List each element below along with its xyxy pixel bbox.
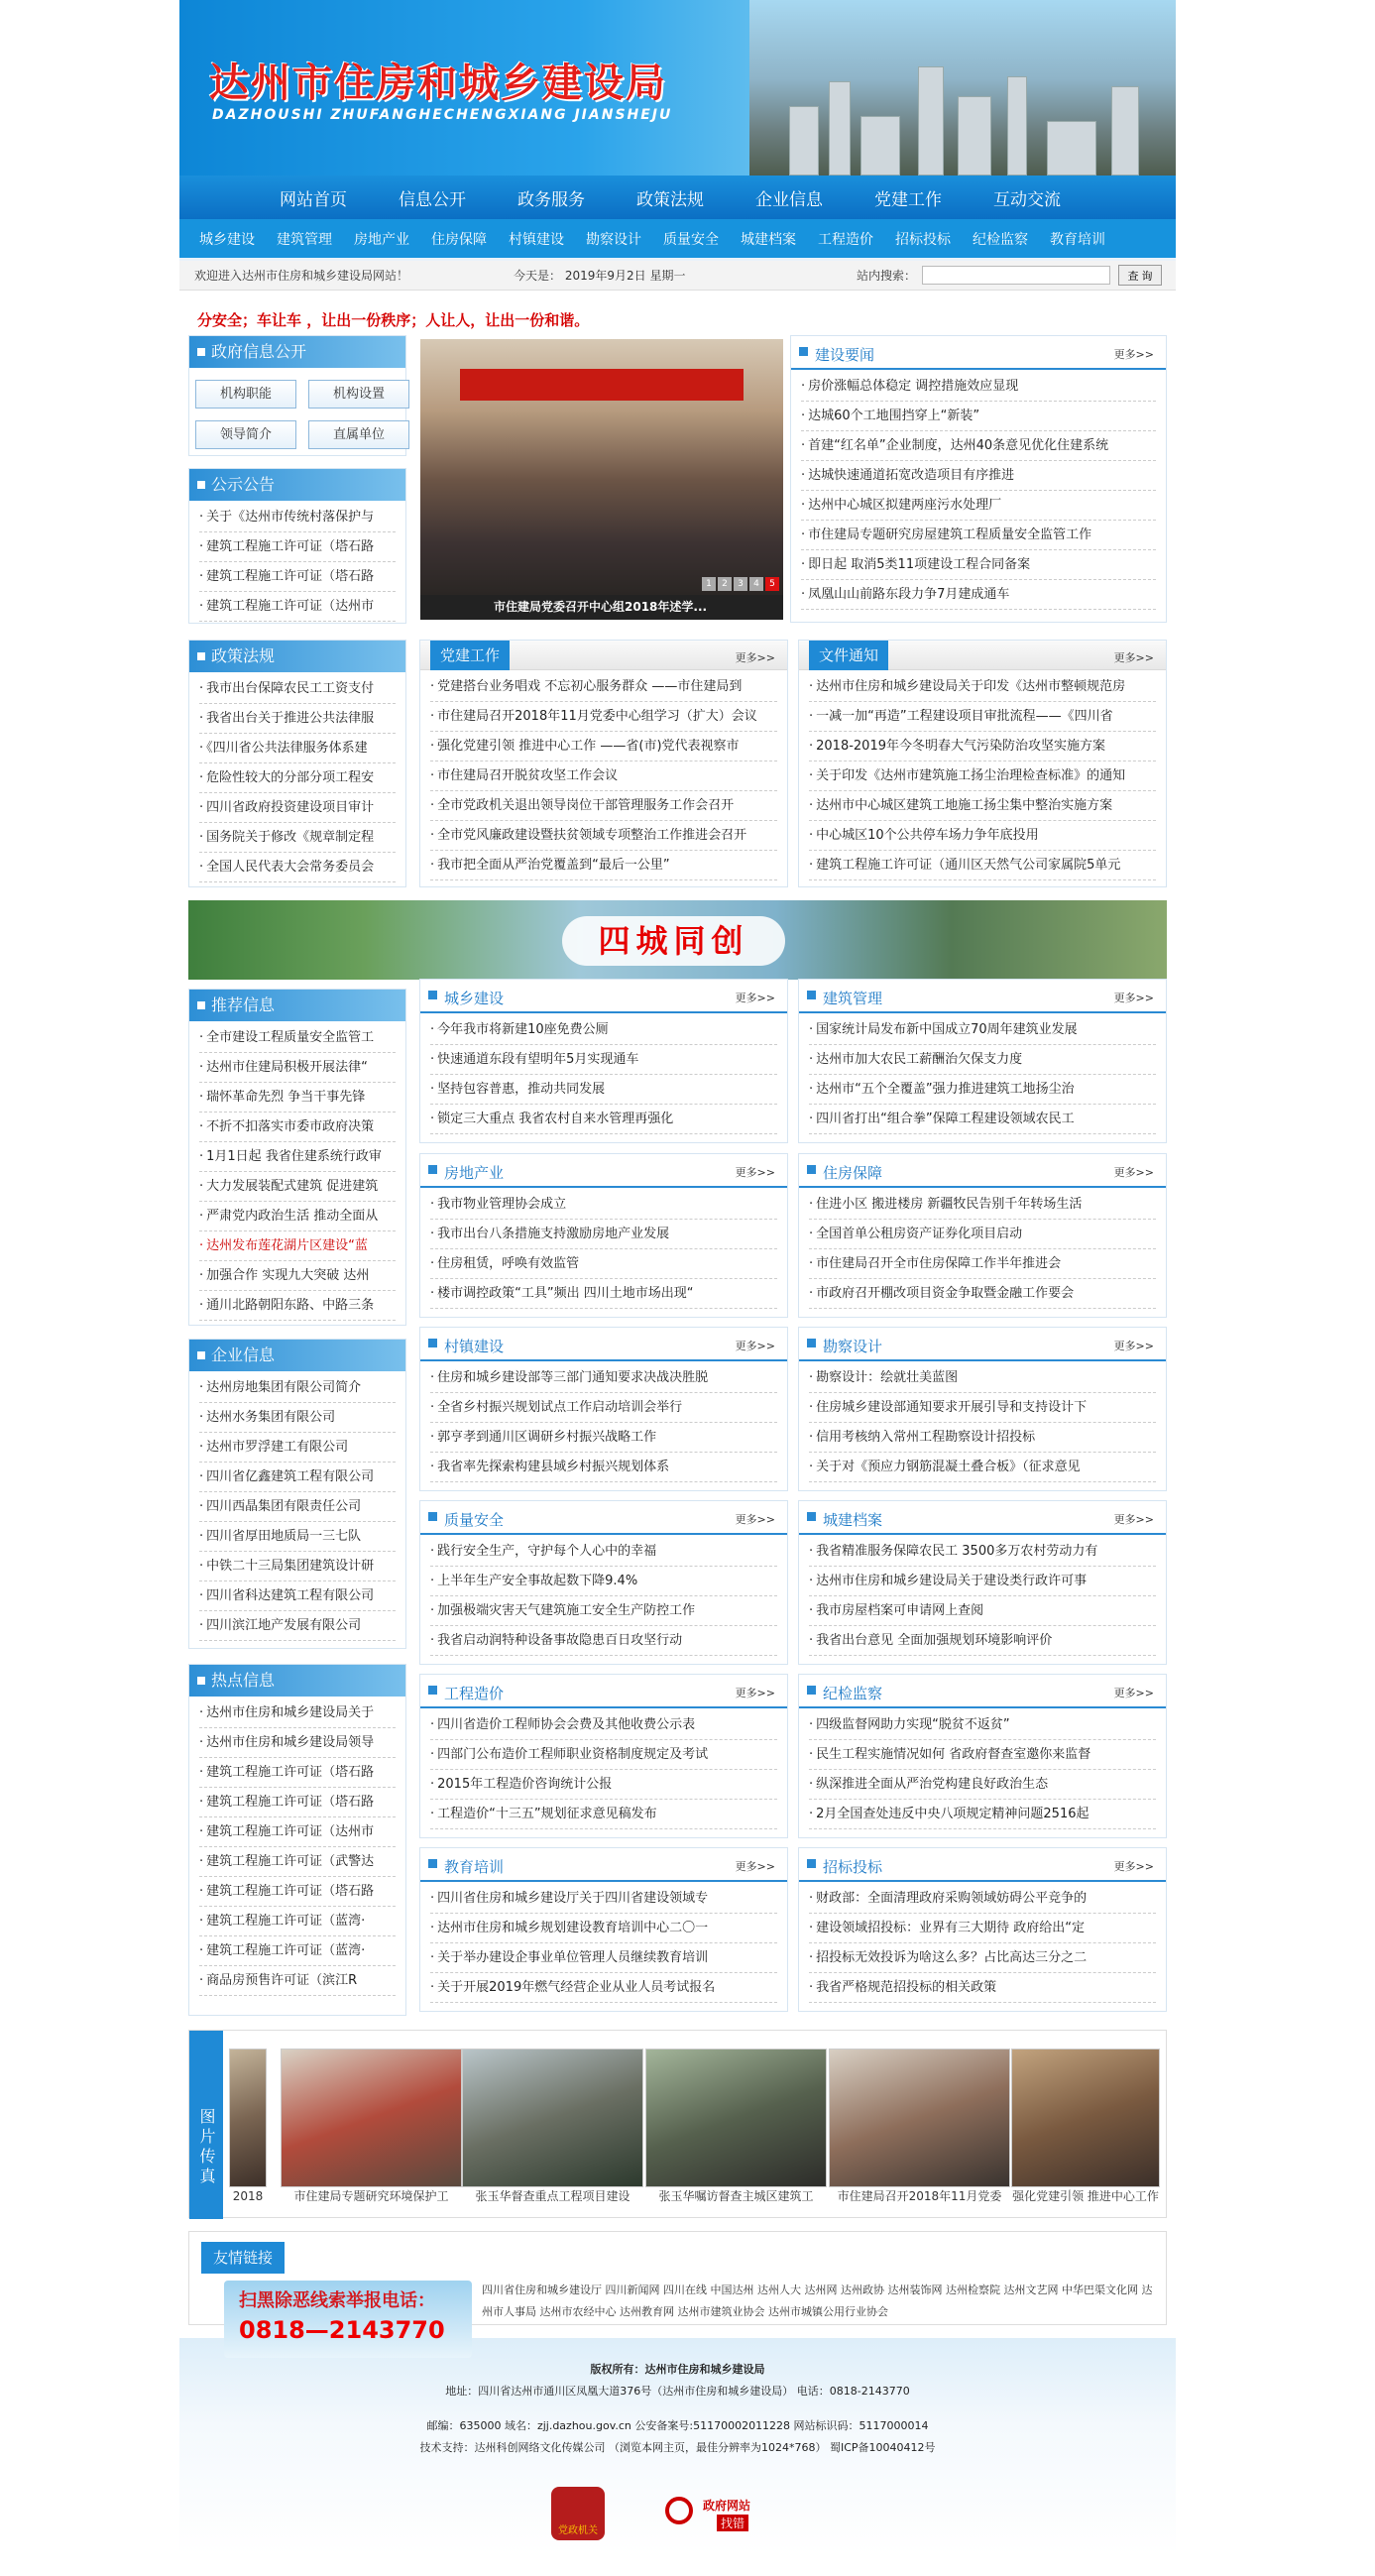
- list-item[interactable]: · 达州市“五个全覆盖”强力推进建筑工地扬尘治: [809, 1075, 1156, 1105]
- list-item[interactable]: · 锁定三大重点 我省农村自来水管理再强化: [430, 1105, 777, 1134]
- section-title: 招标投标: [807, 1856, 882, 1877]
- list-item[interactable]: · 住进小区 搬进楼房 新疆牧民告别千年转场生活: [809, 1190, 1156, 1220]
- section-panel: [798, 979, 1167, 1143]
- list-item[interactable]: · 国家统计局发布新中国成立70周年建筑业发展: [809, 1015, 1156, 1045]
- slideshow-photo: [420, 339, 783, 595]
- list-item[interactable]: · 严肃党内政治生活 推动全面从: [199, 1202, 396, 1231]
- list-item[interactable]: · 我市物业管理协会成立: [430, 1190, 777, 1220]
- nav-item[interactable]: 网站首页: [280, 189, 347, 210]
- list-item[interactable]: · 通川北路朝阳东路、中路三条: [199, 1291, 396, 1321]
- list-item[interactable]: · 建筑工程施工许可证（塔石路: [199, 1788, 396, 1817]
- nav-item[interactable]: 互动交流: [993, 189, 1061, 210]
- list-item[interactable]: · 建筑工程施工许可证（武警达: [199, 1847, 396, 1877]
- subnav-item[interactable]: 建筑管理: [277, 231, 332, 248]
- picture-thumbnail: [829, 2049, 1010, 2187]
- picture-caption: 市住建局专题研究环境保护工: [293, 2189, 449, 2203]
- section-list: [799, 1188, 1166, 1311]
- list-item[interactable]: · 全市建设工程质量安全监管工: [199, 1023, 396, 1053]
- list-item[interactable]: · 我市房屋档案可申请网上查阅: [809, 1596, 1156, 1626]
- list-item[interactable]: · 商品房预售许可证（滨江R: [199, 1966, 396, 1996]
- list-item[interactable]: · 建筑工程施工许可证（达州市: [199, 1817, 396, 1847]
- hotline-label: 扫黑除恶线索举报电话：: [239, 2290, 435, 2311]
- nav-item[interactable]: 信息公开: [399, 189, 466, 210]
- list-item[interactable]: · 四川滨江地产发展有限公司: [199, 1611, 396, 1641]
- list-item[interactable]: · 2018-2019年今冬明春大气污染防治攻坚实施方案: [809, 732, 1156, 761]
- picture-item[interactable]: [829, 2049, 1010, 2202]
- party-header: [420, 641, 787, 670]
- list-item[interactable]: · 达州市住建局积极开展法律“: [199, 1053, 396, 1083]
- sub-nav: [179, 219, 1176, 261]
- list-item[interactable]: · 四川省打出“组合拳”保障工程建设领域农民工: [809, 1105, 1156, 1134]
- list-item[interactable]: · 住房和城乡建设部等三部门通知要求决战决胜脱: [430, 1363, 777, 1393]
- subnav-item[interactable]: 勘察设计: [586, 231, 641, 248]
- list-item[interactable]: · 全省乡村振兴规划试点工作启动培训会举行: [430, 1393, 777, 1423]
- policy-box: [188, 640, 406, 887]
- list-item[interactable]: · 建筑工程施工许可证（蓝湾·: [199, 1907, 396, 1936]
- list-item[interactable]: · 国务院关于修改《规章制定程: [199, 823, 396, 853]
- section-list: [420, 1708, 787, 1831]
- list-item[interactable]: · 我省率先探索构建县域乡村振兴规划体系: [430, 1453, 777, 1482]
- party-title: 党建工作: [430, 641, 510, 670]
- list-item[interactable]: · 建筑工程施工许可证（塔石路: [199, 1877, 396, 1907]
- section-title: 住房保障: [807, 1162, 882, 1183]
- list-item[interactable]: · 我市出台保障农民工工资支付: [199, 674, 396, 704]
- footer-address: 地址：四川省达州市通川区凤凰大道376号（达州市住房和城乡建设局） 电话：0818-2143770: [445, 2385, 910, 2398]
- welcome-text: 欢迎进入达州市住房和城乡建设局网站！: [194, 269, 409, 283]
- section-list: [420, 1188, 787, 1311]
- section-more-link[interactable]: 更多>>: [1113, 1513, 1154, 1526]
- party-box: [419, 640, 788, 887]
- list-item[interactable]: · 招投标无效投诉为啥这么多？占比高达三分之二: [809, 1943, 1156, 1973]
- nav-item[interactable]: 企业信息: [755, 189, 823, 210]
- section-title: 纪检监察: [807, 1683, 882, 1703]
- list-item[interactable]: · 信用考核纳入常州工程勘察设计招投标: [809, 1423, 1156, 1453]
- list-item[interactable]: · 达州市住房和城乡建设局领导: [199, 1728, 396, 1758]
- section-panel: [419, 1327, 788, 1491]
- gov-open-button[interactable]: 领导简介: [195, 420, 296, 449]
- list-item[interactable]: · 建筑工程施工许可证（塔石路: [199, 562, 396, 592]
- list-item[interactable]: · 关于印发《达州市建筑施工扬尘治理检查标准》的通知: [809, 761, 1156, 791]
- recommend-title: 推荐信息: [189, 990, 405, 1021]
- section-more-link[interactable]: 更多>>: [735, 1513, 775, 1526]
- list-item[interactable]: · 我省出台意见 全面加强规划环境影响评价: [809, 1626, 1156, 1656]
- section-panel: [419, 1153, 788, 1318]
- section-title: 勘察设计: [807, 1336, 882, 1356]
- list-item[interactable]: · 关于开展2019年燃气经营企业从业人员考试报名: [430, 1973, 777, 2003]
- list-item[interactable]: · 全国首单公租房资产证券化项目启动: [809, 1220, 1156, 1249]
- list-item[interactable]: · 达州市中心城区建筑工地施工扬尘集中整治实施方案: [809, 791, 1156, 821]
- section-list: [420, 1361, 787, 1484]
- subnav-item[interactable]: 工程造价: [818, 231, 873, 248]
- marquee-text: 分安全；车让车 ，让出一份秩序；人让人，让出一份和谐。: [197, 311, 590, 329]
- list-item[interactable]: · 我省严格规范招投标的相关政策: [809, 1973, 1156, 2003]
- list-item[interactable]: · 我市把全面从严治党覆盖到“最后一公里”: [430, 851, 777, 880]
- section-title: 村镇建设: [428, 1336, 504, 1356]
- section-title: 质量安全: [428, 1509, 504, 1530]
- nav-item[interactable]: 政务服务: [517, 189, 585, 210]
- slide-page-button[interactable]: 5: [765, 577, 779, 591]
- picture-caption: 张玉华嘱访督查主城区建筑工: [658, 2189, 814, 2203]
- list-item[interactable]: · 达州房地集团有限公司简介: [199, 1373, 396, 1403]
- list-item[interactable]: · 关于《达州市传统村落保护与: [199, 503, 396, 532]
- list-item[interactable]: · 党建搭台业务唱戏 不忘初心服务群众 ——市住建局到: [430, 672, 777, 702]
- list-item[interactable]: · 大力发展装配式建筑 促进建筑: [199, 1172, 396, 1202]
- list-item[interactable]: · 我省出台关于推进公共法律服: [199, 704, 396, 734]
- slide-page-button[interactable]: 2: [718, 577, 732, 591]
- list-item[interactable]: · 中心城区10个公共停车场力争年底投用: [809, 821, 1156, 851]
- company-box: [188, 1339, 406, 1649]
- section-panel: [798, 1153, 1167, 1318]
- date-text: 今天是： 2019年9月2日 星期一: [514, 269, 686, 283]
- picture-fax: [188, 2030, 1167, 2218]
- list-item[interactable]: · 住房城乡建设部通知要求开展引导和支持设计下: [809, 1393, 1156, 1423]
- list-item[interactable]: · 达城快速通道拓宽改造项目有序推进: [801, 461, 1156, 491]
- list-item[interactable]: · 工程造价“十三五”规划征求意见稿发布: [430, 1800, 777, 1829]
- slideshow-caption: 市住建局党委召开中心组2018年述学...: [420, 595, 783, 620]
- gov-site-error-icon[interactable]: 政府网站 找错: [665, 2495, 774, 2534]
- list-item[interactable]: · 四川省造价工程师协会会费及其他收费公示表: [430, 1710, 777, 1740]
- section-title: 房地产业: [428, 1162, 504, 1183]
- section-list: [799, 1708, 1166, 1831]
- docs-box: [798, 640, 1167, 887]
- section-header: [799, 1675, 1166, 1708]
- news-title: 建设要闻: [799, 344, 874, 365]
- section-list: [799, 1361, 1166, 1484]
- section-header: [420, 1154, 787, 1188]
- list-item[interactable]: · 加强合作 实现九大突破 达州: [199, 1261, 396, 1291]
- party-more-link[interactable]: 更多>>: [735, 651, 775, 664]
- section-header: [799, 980, 1166, 1013]
- list-item[interactable]: · 快速通道东段有望明年5月实现通车: [430, 1045, 777, 1075]
- search-input[interactable]: [922, 266, 1110, 285]
- subnav-item[interactable]: 村镇建设: [509, 231, 564, 248]
- section-title: 教育培训: [428, 1856, 504, 1877]
- footer: [179, 2338, 1176, 2555]
- list-item[interactable]: · 建设领域招投标：业界有三大期待 政府给出“定: [809, 1914, 1156, 1943]
- gov-open-title: 政府信息公开: [189, 336, 405, 368]
- slide-page-button[interactable]: 1: [702, 577, 716, 591]
- policy-list: [189, 672, 405, 884]
- list-item[interactable]: · 全国人民代表大会常务委员会: [199, 853, 396, 882]
- section-title: 城建档案: [807, 1509, 882, 1530]
- list-item[interactable]: · 达州市加大农民工薪酬治欠保支力度: [809, 1045, 1156, 1075]
- list-item[interactable]: · 不折不扣落实市委市政府决策: [199, 1112, 396, 1142]
- subnav-item[interactable]: 城乡建设: [199, 231, 255, 248]
- docs-more-link[interactable]: 更多>>: [1113, 651, 1154, 664]
- section-title: 建筑管理: [807, 988, 882, 1008]
- list-item[interactable]: · 《四川省公共法律服务体系建: [199, 734, 396, 763]
- list-item[interactable]: · 四川西晶集团有限责任公司: [199, 1492, 396, 1522]
- picture-item[interactable]: [645, 2049, 827, 2202]
- list-item[interactable]: · 中铁二十三局集团建筑设计研: [199, 1552, 396, 1581]
- list-item[interactable]: · 瑞怀革命先烈 争当干事先锋: [199, 1083, 396, 1112]
- list-item[interactable]: · 达州市住房和城乡建设局关于建设类行政许可事: [809, 1567, 1156, 1596]
- section-panel: [419, 1674, 788, 1838]
- list-item[interactable]: · 四川省住房和城乡建设厅关于四川省建设领域专: [430, 1884, 777, 1914]
- picture-thumbnail: [1011, 2049, 1160, 2187]
- gov-open-buttons: [189, 368, 405, 449]
- section-title: 城乡建设: [428, 988, 504, 1008]
- subnav-item[interactable]: 住房保障: [431, 231, 487, 248]
- info-bar: [179, 261, 1176, 291]
- list-item[interactable]: · 践行安全生产，守护每个人心中的幸福: [430, 1537, 777, 1567]
- subnav-item[interactable]: 纪检监察: [973, 231, 1028, 248]
- subnav-item[interactable]: 房地产业: [354, 231, 409, 248]
- news-box: [790, 335, 1167, 623]
- photo-slideshow[interactable]: [420, 339, 783, 620]
- nav-item[interactable]: 党建工作: [874, 189, 942, 210]
- list-item[interactable]: · 2015年工程造价咨询统计公报: [430, 1770, 777, 1800]
- list-item[interactable]: · 四川省亿鑫建筑工程有限公司: [199, 1463, 396, 1492]
- section-more-link[interactable]: 更多>>: [1113, 1166, 1154, 1179]
- picture-caption: 2018: [232, 2189, 264, 2203]
- list-item[interactable]: · 我省启动润特种设备事故隐患百日攻坚行动: [430, 1626, 777, 1656]
- sicheng-title: 四城同创: [562, 916, 785, 966]
- section-more-link[interactable]: 更多>>: [735, 1687, 775, 1699]
- news-header: [791, 336, 1166, 370]
- list-item[interactable]: · 建筑工程施工许可证（塔石路: [199, 532, 396, 562]
- list-item[interactable]: · 全市党政机关退出领导岗位干部管理服务工作会召开: [430, 791, 777, 821]
- docs-header: [799, 641, 1166, 670]
- docs-title: 文件通知: [809, 641, 888, 670]
- subnav-item[interactable]: 城建档案: [741, 231, 796, 248]
- footer-copyright: 版权所有：达州市住房和城乡建设局: [590, 2363, 765, 2376]
- list-item[interactable]: · 四川省政府投资建设项目审计: [199, 793, 396, 823]
- list-item[interactable]: · 我市出台八条措施支持激励房地产业发展: [430, 1220, 777, 1249]
- section-list: [799, 1882, 1166, 2005]
- slide-page-button[interactable]: 4: [749, 577, 763, 591]
- list-item[interactable]: · 强化党建引领 推进中心工作 ——省(市)党代表视察市: [430, 732, 777, 761]
- section-list: [420, 1013, 787, 1136]
- picture-caption: 张玉华督查重点工程项目建设: [475, 2189, 630, 2203]
- list-item[interactable]: · 建筑工程施工许可证（蓝湾·: [199, 1936, 396, 1966]
- list-item[interactable]: · 达城60个工地围挡穿上“新装”: [801, 402, 1156, 431]
- page: [179, 0, 1176, 2536]
- hotline-float[interactable]: [224, 2281, 472, 2358]
- friend-links-list[interactable]: 四川省住房和城乡建设厅 四川新闻网 四川在线 中国达州 达州人大 达州网 达州政协 达州装饰网 达州检察院 达州文艺网 中华巴渠文化网 达州市人事局 达州市农经中心 达州教育网 达州市建筑业协会 达州市城镇公用行业协会: [482, 2283, 1153, 2318]
- section-panel: [798, 1847, 1167, 2012]
- list-item[interactable]: · 1月1日起 我省住建系统行政审: [199, 1142, 396, 1172]
- picture-item[interactable]: [462, 2049, 643, 2202]
- list-item[interactable]: · 我省精准服务保障农民工 3500多万农村劳动力有: [809, 1537, 1156, 1567]
- list-item[interactable]: · 四川省厚田地质局一三七队: [199, 1522, 396, 1552]
- section-panel: [419, 1500, 788, 1665]
- list-item[interactable]: · 民生工程实施情况如何 省政府督查室邀你来监督: [809, 1740, 1156, 1770]
- sicheng-banner[interactable]: [188, 900, 1167, 980]
- gov-open-button[interactable]: 机构职能: [195, 380, 296, 409]
- list-item[interactable]: · 坚持包容普惠，推动共同发展: [430, 1075, 777, 1105]
- picture-caption: 强化党建引领 推进中心工作: [1012, 2189, 1159, 2203]
- list-item[interactable]: · 达州市住房和城乡规划建设教育培训中心二〇一: [430, 1914, 777, 1943]
- section-header: [799, 1848, 1166, 1882]
- list-item[interactable]: · 楼市调控政策“工具”频出 四川土地市场出现“: [430, 1279, 777, 1309]
- picture-item[interactable]: [229, 2049, 267, 2202]
- subnav-item[interactable]: 招标投标: [895, 231, 951, 248]
- party-gov-badge-icon[interactable]: 党政机关: [551, 2487, 605, 2540]
- list-item[interactable]: · 达州市住房和城乡建设局关于: [199, 1698, 396, 1728]
- nav-item[interactable]: 政策法规: [636, 189, 704, 210]
- section-header: [420, 1328, 787, 1361]
- company-title: 企业信息: [189, 1340, 405, 1371]
- section-panel: [798, 1674, 1167, 1838]
- list-item[interactable]: · 纵深推进全面从严治党构建良好政治生态: [809, 1770, 1156, 1800]
- list-item[interactable]: · 市住建局专题研究房屋建筑工程质量安全监管工作: [801, 521, 1156, 550]
- list-item[interactable]: · 即日起 取消5类11项建设工程合同备案: [801, 550, 1156, 580]
- list-item[interactable]: · 建筑工程施工许可证（通川区天然气公司家属院5单元: [809, 851, 1156, 880]
- section-more-link[interactable]: 更多>>: [1113, 1860, 1154, 1873]
- docs-list: [799, 670, 1166, 882]
- list-item[interactable]: · 2月全国查处违反中央八项规定精神问题2516起: [809, 1800, 1156, 1829]
- notice-title: 公示公告: [189, 469, 405, 501]
- section-list: [799, 1535, 1166, 1658]
- hotspot-list: [189, 1697, 405, 1998]
- list-item[interactable]: · 达州市住房和城乡建设局关于印发《达州市整顿规范房: [809, 672, 1156, 702]
- list-item[interactable]: · 四级监督网助力实现“脱贫不返贫”: [809, 1710, 1156, 1740]
- party-list: [420, 670, 787, 882]
- section-list: [799, 1013, 1166, 1136]
- policy-title: 政策法规: [189, 641, 405, 672]
- list-item[interactable]: · 房价涨幅总体稳定 调控措施效应显现: [801, 372, 1156, 402]
- section-header: [799, 1501, 1166, 1535]
- list-item[interactable]: · 达州市罗浮建工有限公司: [199, 1433, 396, 1463]
- recommend-box: [188, 989, 406, 1326]
- search-button[interactable]: 查 询: [1118, 265, 1162, 286]
- list-item[interactable]: · 上半年生产安全事故起数下降9.4%: [430, 1567, 777, 1596]
- section-more-link[interactable]: 更多>>: [735, 1166, 775, 1179]
- list-item[interactable]: · 住房租赁，呼唤有效监管: [430, 1249, 777, 1279]
- list-item[interactable]: · 达州中心城区拟建两座污水处理厂: [801, 491, 1156, 521]
- picture-thumbnail: [645, 2049, 827, 2187]
- section-more-link[interactable]: 更多>>: [735, 992, 775, 1004]
- hotspot-title: 热点信息: [189, 1665, 405, 1697]
- picture-caption: 市住建局召开2018年11月党委: [837, 2189, 1002, 2203]
- picture-thumbnail: [462, 2049, 643, 2187]
- section-panel: [798, 1500, 1167, 1665]
- notice-box: [188, 468, 406, 624]
- section-panel: [798, 1327, 1167, 1491]
- picture-thumbnail: [229, 2049, 267, 2187]
- subnav-item[interactable]: 质量安全: [663, 231, 719, 248]
- section-panel: [419, 979, 788, 1143]
- section-header: [420, 1675, 787, 1708]
- section-header: [799, 1328, 1166, 1361]
- hotspot-box: [188, 1664, 406, 2016]
- hotline-phone: 0818—2143770: [239, 2316, 445, 2344]
- list-item[interactable]: · 加强极端灾害天气建筑施工安全生产防控工作: [430, 1596, 777, 1626]
- list-item[interactable]: · 危险性较大的分部分项工程安: [199, 763, 396, 793]
- list-item[interactable]: · 达州发布莲花湖片区建设“蓝: [199, 1231, 396, 1261]
- section-title: 工程造价: [428, 1683, 504, 1703]
- list-item[interactable]: · 首建“红名单”企业制度，达州40条意见优化住建系统: [801, 431, 1156, 461]
- list-item[interactable]: · 建筑工程施工许可证（塔石路: [199, 1758, 396, 1788]
- list-item[interactable]: · 全市党风廉政建设暨扶贫领域专项整治工作推进会召开: [430, 821, 777, 851]
- list-item[interactable]: · 关于举办建设企事业单位管理人员继续教育培训: [430, 1943, 777, 1973]
- list-item[interactable]: · 关于对《预应力钢筋混凝土叠合板》（征求意见: [809, 1453, 1156, 1482]
- gov-open-button[interactable]: 机构设置: [308, 380, 409, 409]
- friend-links-title: 友情链接: [201, 2242, 285, 2274]
- section-more-link[interactable]: 更多>>: [1113, 1687, 1154, 1699]
- main-nav: [179, 176, 1176, 219]
- notice-list: [189, 501, 405, 624]
- list-item[interactable]: · 达州水务集团有限公司: [199, 1403, 396, 1433]
- list-item[interactable]: · 一减一加“再造”工程建设项目审批流程——《四川省: [809, 702, 1156, 732]
- list-item[interactable]: · 勘察设计：绘就壮美蓝图: [809, 1363, 1156, 1393]
- footer-postcode: 邮编：635000 域名：zjj.dazhou.gov.cn 公安备案号:51170002011228 网站标识码：5117000014: [426, 2419, 929, 2432]
- list-item[interactable]: · 市住建局召开全市住房保障工作半年推进会: [809, 1249, 1156, 1279]
- news-more-link[interactable]: 更多>>: [1113, 348, 1154, 361]
- section-header: [420, 980, 787, 1013]
- subnav-item[interactable]: 教育培训: [1050, 231, 1105, 248]
- footer-support: 技术支持：达州科创网络文化传媒公司 （浏览本网主页，最佳分辨率为1024*768） 蜀ICP备10040412号: [419, 2441, 936, 2454]
- section-header: [799, 1154, 1166, 1188]
- site-subtitle: DAZHOUSHI ZHUFANGHECHENGXIANG JIANSHEJU: [212, 107, 673, 123]
- picture-thumbnail: [281, 2049, 462, 2187]
- gov-open-button[interactable]: 直属单位: [308, 420, 409, 449]
- list-item[interactable]: · 今年我市将新建10座免费公厕: [430, 1015, 777, 1045]
- list-item[interactable]: · 市政府召开棚改项目资金争取暨金融工作要会: [809, 1279, 1156, 1309]
- header-banner: [179, 0, 1176, 176]
- slideshow-pager: [702, 577, 779, 591]
- section-more-link[interactable]: 更多>>: [1113, 1340, 1154, 1352]
- picture-item[interactable]: [281, 2049, 462, 2202]
- recommend-list: [189, 1021, 405, 1323]
- list-item[interactable]: · 市住建局召开2018年11月党委中心组学习（扩大）会议: [430, 702, 777, 732]
- list-item[interactable]: · 财政部：全面清理政府采购领域妨碍公平竞争的: [809, 1884, 1156, 1914]
- slide-page-button[interactable]: 3: [734, 577, 747, 591]
- gov-open-box: [188, 335, 406, 456]
- list-item[interactable]: · 凤凰山山前路东段力争7月建成通车: [801, 580, 1156, 610]
- picture-item[interactable]: [1011, 2049, 1160, 2202]
- list-item[interactable]: · 四部门公布造价工程师职业资格制度规定及考试: [430, 1740, 777, 1770]
- city-skyline-image: [749, 0, 1176, 176]
- section-list: [420, 1882, 787, 2005]
- list-item[interactable]: · 四川省科达建筑工程有限公司: [199, 1581, 396, 1611]
- section-list: [420, 1535, 787, 1658]
- company-list: [189, 1371, 405, 1643]
- list-item[interactable]: · 郭亨孝到通川区调研乡村振兴战略工作: [430, 1423, 777, 1453]
- picture-fax-title: 图片传真: [189, 2031, 223, 2219]
- section-more-link[interactable]: 更多>>: [735, 1340, 775, 1352]
- site-title: 达州市住房和城乡建设局: [209, 60, 667, 106]
- list-item[interactable]: · 建筑工程施工许可证（达州市: [199, 592, 396, 622]
- search-label: 站内搜索：: [857, 269, 917, 283]
- section-more-link[interactable]: 更多>>: [735, 1860, 775, 1873]
- section-panel: [419, 1847, 788, 2012]
- list-item[interactable]: · 市住建局召开脱贫攻坚工作会议: [430, 761, 777, 791]
- news-list: [791, 370, 1166, 612]
- section-header: [420, 1501, 787, 1535]
- section-header: [420, 1848, 787, 1882]
- section-more-link[interactable]: 更多>>: [1113, 992, 1154, 1004]
